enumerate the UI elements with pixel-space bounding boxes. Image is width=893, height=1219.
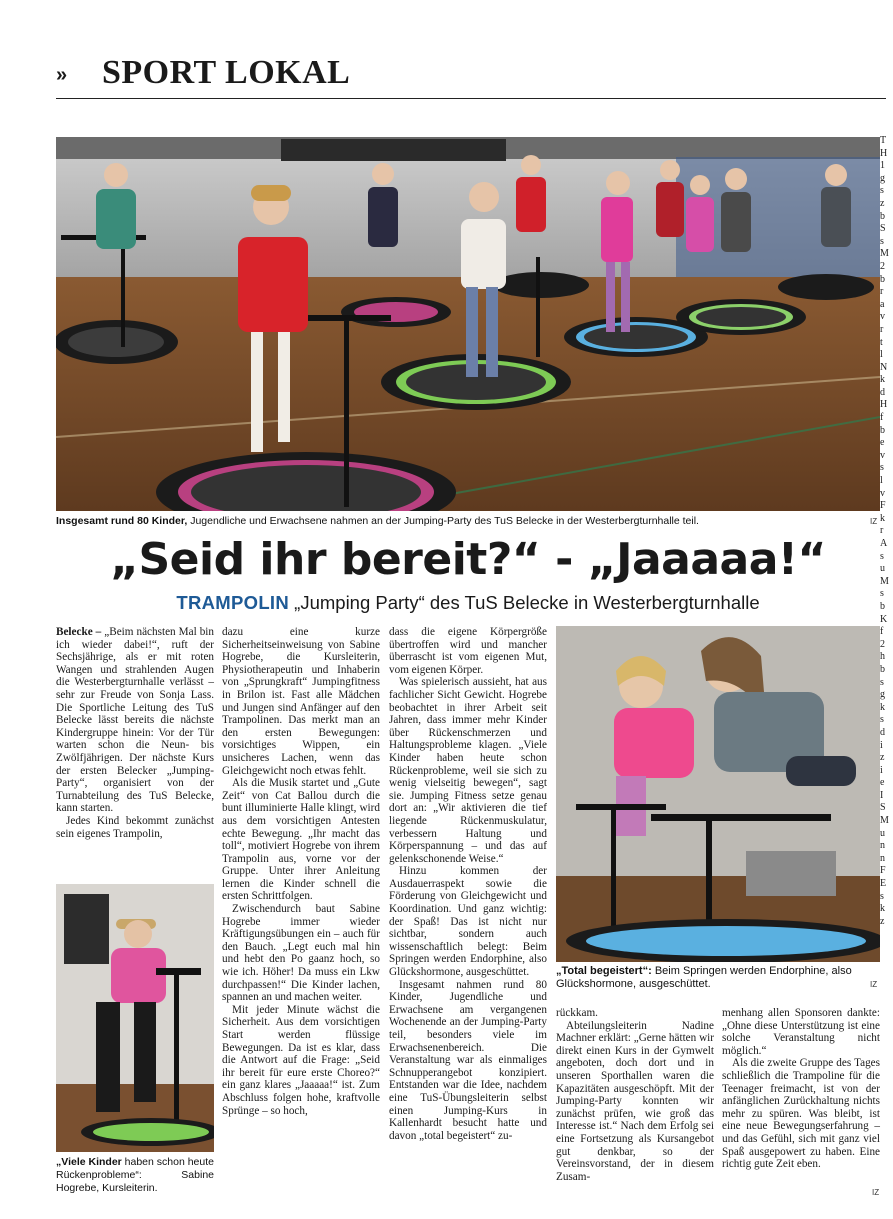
right-photo (556, 626, 880, 962)
edge-letter: A (880, 538, 888, 549)
paragraph: Belecke – „Beim nächsten Mal bin ich wieder dabei!“, ruft der Sechsjährige, als er mit roten Wangen und strahlenden Augen die Westerbergturnhalle verlässt – sehr zur Freude von Sonja Lass. Die Sportliche Leitung des TuS Belecke lässt bereits die nächste Kindergruppe hinein: Vor der Tür warten schon die Neun- bis Zwölfjährigen. Der nächste Kurs der ersten Belecker „Jumping-Party“, organisiert von der Turnabteilung des TuS Belecke, kann starten. (56, 626, 214, 815)
main-caption-lead: Insgesamt rund 80 Kinder, (56, 515, 188, 527)
edge-letter: E (880, 878, 887, 890)
edge-letter: t (880, 336, 883, 348)
edge-letter: z (880, 915, 885, 927)
paragraph: menhang allen Sponsoren dankte: „Ohne diese Unterstützung ist eine solche Veranstaltung nicht möglich.“ (722, 1007, 880, 1057)
edge-letter: 2 (880, 638, 885, 650)
edge-letter: b (880, 273, 885, 285)
edge-letter: s (880, 714, 884, 726)
paragraph: Zwischendurch baut Sabine Hogrebe immer wieder Kräftigungsübungen ein – auch für den Bauch. „Legt euch mal hin und hebt den Po gaanz hoch, so wie ich. Höher! Da muss ein Lkw durchpassen!“ Die Kinder lachen, spannen an und machen weiter. (222, 903, 380, 1004)
edge-letter: n (880, 852, 885, 864)
edge-letter: k (880, 701, 885, 713)
edge-letter: i (880, 739, 883, 751)
article-column-4 (556, 1007, 714, 1183)
edge-letter: s (880, 588, 884, 600)
main-caption-text: Jugendliche und Erwachsene nahmen an der Jumping-Party des TuS Belecke in der Westerbergturnhalle teil. (187, 515, 699, 527)
article-column-1 (56, 626, 214, 840)
paragraph: Abteilungsleiterin Nadine Machner erklärt: „Gerne hätten wir direkt einen Kurs in der Gymwelt angeboten, doch dort und in unseren Sporthallen waren die Kapazitäten ausgeschöpft. Mit der Jumping-Party konnten wir zunächst prüfen, wie groß das Interesse ist.“ Nach dem Erfolg sei eine Fortsetzung als Kursangebot gut denkbar, so der Vereinsvorstand, der in diesem Zusam- (556, 1019, 714, 1183)
subheadline (56, 591, 880, 615)
edge-letter: s (880, 550, 884, 562)
edge-letter: 2 (880, 260, 885, 272)
right-photo-credit: IZ (870, 980, 878, 989)
small-photo-caption (56, 1156, 214, 1195)
paragraph: Mit jeder Minute wächst die Sicherheit. Aus dem vorsichtigen Start werden flüssige Bewegungen. Da ist es klar, dass die Antwort auf die Frage: „Seid ihr bereit für eure erste Choreo?“ ein ganz klares „Jaaaaa!“ ist. Zum Abschluss folgen hohe, kraftvolle Sprünge – so hoch, (222, 1003, 380, 1117)
subhead-kicker: TRAMPOLIN (176, 592, 290, 613)
edge-letter: s (880, 890, 884, 902)
main-photo-credit: IZ (870, 517, 878, 526)
edge-letter: u (880, 563, 885, 575)
edge-letter: i (880, 764, 883, 776)
edge-letter: d (880, 726, 885, 738)
main-photo (56, 137, 880, 511)
edge-letter: F (880, 865, 886, 877)
edge-letter: e (880, 777, 885, 789)
paragraph: Was spielerisch aussieht, hat aus fachlicher Sicht Gewicht. Hogrebe beobachtet in ihrer Arbeit seit Jahren, dass immer mehr Kinder über Rückenschmerzen und Haltungsprobleme klagen. „Viele Kinder haben heute schon Rückenprobleme, weil sie sich zu wenig vielseitig bewegen“, sagt sie. Jumping Fitness setze genau dort an: „Wir aktivieren die tief liegende Rückenmuskulatur, verbessern Haltung und Körperspannung – und das auf gelenkschonende Weise.“ (389, 676, 547, 865)
small-caption-text: haben schon heute Rückenprobleme“: Sabine Hogrebe, Kursleiterin. (56, 1156, 214, 1194)
edge-letter: I (880, 789, 884, 801)
edge-letter: s (880, 676, 884, 688)
edge-letter: e (880, 437, 885, 449)
paragraph: dass die eigene Körpergröße übertroffen wird und mancher überrascht ist vom eigenen Mut, vom eigenen Körper. (389, 626, 547, 676)
article-column-3 (389, 626, 547, 1142)
edge-letter: s (880, 462, 884, 474)
edge-letter: k (880, 374, 885, 386)
edge-letter: b (880, 210, 885, 222)
article-end-credit: IZ (872, 1188, 880, 1197)
paragraph: Als die Musik startet und „Gute Zeit“ von Cat Ballou durch die bunt illuminierte Halle klingt, wird aus dem vorsichtigen Antesten echte Bewegung. „Ihr macht das toll“, motiviert Hogrebe von ihrem Trampolin aus, vorne vor der Gruppe. Unter ihrer Anleitung lernen die Kinder schnell die ersten Schrittfolgen. (222, 777, 380, 903)
edge-letter: K (880, 613, 888, 625)
edge-letter: v (880, 487, 885, 499)
edge-letter: b (880, 663, 885, 675)
right-caption-lead: „Total begeistert“: (556, 965, 652, 977)
main-photo-caption (56, 515, 856, 528)
edge-letter: M (880, 815, 889, 827)
edge-letter: H (880, 147, 888, 159)
dateline: Belecke – (56, 626, 102, 638)
edge-letter: f (880, 626, 884, 638)
edge-letter: H (880, 399, 888, 411)
headline: „Seid ihr bereit?“ - „Jaaaaa!“ (110, 534, 826, 585)
edge-letter: h (880, 651, 885, 663)
edge-letter: d (880, 386, 885, 398)
edge-letter: s (880, 235, 884, 247)
edge-letter: N (880, 361, 888, 373)
edge-letter: z (880, 752, 885, 764)
edge-letter: r (880, 323, 884, 335)
subhead-text: „Jumping Party“ des TuS Belecke in Westerbergturnhalle (294, 592, 760, 613)
edge-letter: k (880, 903, 885, 915)
edge-letter: z (880, 197, 885, 209)
article-column-5 (722, 1007, 880, 1171)
edge-letter: M (880, 575, 889, 587)
edge-letter: s (880, 185, 884, 197)
paragraph: Als die zweite Gruppe des Tages schließlich die Trampoline für die Teenager freimacht, ist von der anfänglichen Zurückhaltung nichts mehr zu spüren. Was bleibt, ist eine neue Bewegungserfahrung – und das Gefühl, sich mit ganz viel Spaß ausgepowert zu haben. Eine richtig gute Zeit eben. (722, 1057, 880, 1171)
main-photo-image (56, 137, 880, 511)
paragraph: dazu eine kurze Sicherheitseinweisung von Sabine Hogrebe, die Kursleiterin, Physiotherapeutin und Inhaberin von „Sprungkraft“ Jumpingfitness in Brilon ist. Fast alle Mädchen und Jungen sind Anfänger auf den Trampolinen. Das merkt man an den ersten Bewegungen: vorsichtiges Wippen, ein unsicheres Lachen, wenn das Gleichgewicht noch etwas fehlt. (222, 626, 380, 777)
edge-letter: 1 (880, 160, 885, 172)
edge-letter: b (880, 424, 885, 436)
edge-letter: l (880, 349, 883, 361)
edge-letter: g (880, 689, 885, 701)
right-caption-text: Beim Springen werden Endorphine, also Glückshormone, ausgeschüttet. (556, 965, 852, 990)
section-title: SPORT LOKAL (102, 54, 351, 91)
edge-letter: g (880, 172, 885, 184)
edge-letter: a (880, 298, 885, 310)
paragraph: Insgesamt nahmen rund 80 Kinder, Jugendliche und Erwachsene am vergangenen Wochenende an der Jumping-Party teil, besonders viele im Erwachsenenbereich. Die Veranstaltung war als einmaliges Schnupperangebot konzipiert. Entstanden war die Idee, nachdem eine TuS-Übungsleiterin selbst einen Jumping-Kurs in Kallenhardt besucht hatte und davon „total begeistert“ zu- (389, 978, 547, 1142)
adjacent-article-edge (880, 135, 893, 1219)
paragraph: Hinzu kommen der Ausdauerraspekt sowie die Förderung von Gleichgewicht und Koordination. Und ganz wichtig: der Spaß! Das ist nicht nur sichtbar, sondern auch wissenschaftlich belegt: Beim Springen werden Endorphine, also Glückshormone, ausgeschüttet. (389, 865, 547, 979)
edge-letter: n (880, 840, 885, 852)
edge-letter: b (880, 600, 885, 612)
small-caption-lead: „Viele Kinder (56, 1156, 122, 1168)
edge-letter: v (880, 311, 885, 323)
edge-letter: F (880, 500, 886, 512)
edge-letter: T (880, 135, 887, 146)
edge-letter: k (880, 512, 885, 524)
small-photo-image (56, 884, 214, 1152)
edge-letter: S (880, 223, 886, 235)
edge-letter: u (880, 827, 885, 839)
right-photo-caption (556, 965, 881, 991)
edge-letter: r (880, 525, 884, 537)
edge-letter: r (880, 286, 884, 298)
section-header (56, 52, 886, 99)
paragraph: Jedes Kind bekommt zunächst sein eigenes Trampolin, (56, 814, 214, 840)
edge-letter: M (880, 248, 889, 260)
edge-letter: f (880, 412, 884, 424)
edge-letter: v (880, 449, 885, 461)
section-marker: » (56, 64, 68, 86)
paragraph: rückkam. (556, 1007, 598, 1019)
edge-letter: l (880, 475, 883, 487)
article-column-2 (222, 626, 380, 1117)
edge-letter: S (880, 802, 886, 814)
small-photo (56, 884, 214, 1152)
right-photo-image (556, 626, 880, 962)
